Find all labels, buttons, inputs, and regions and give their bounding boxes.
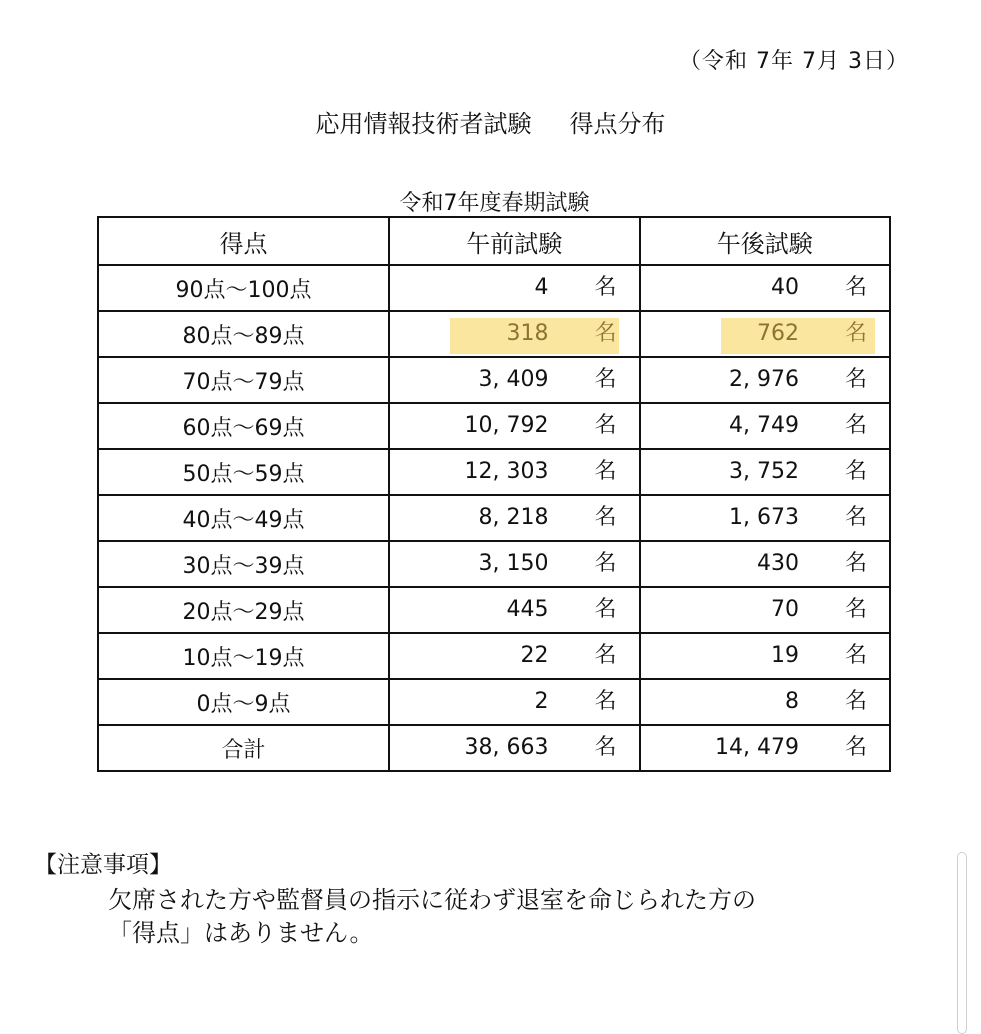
afternoon-count-cell — [640, 403, 891, 449]
count-unit: 名 — [844, 367, 867, 392]
notes-line-2: 「得点」はありません。 — [108, 919, 374, 947]
count-unit: 名 — [594, 735, 617, 760]
score-range-cell: 10点～19点 — [98, 633, 389, 679]
table-row — [98, 311, 890, 357]
afternoon-count-cell — [640, 449, 891, 495]
score-range-cell: 60点～69点 — [98, 403, 389, 449]
vertical-scrollbar[interactable] — [957, 852, 967, 1034]
morning-count-cell — [389, 679, 640, 725]
morning-count-cell — [389, 633, 640, 679]
afternoon-count-cell — [640, 679, 891, 725]
morning-count: 3, 150 — [478, 551, 549, 576]
morning-count: 38, 663 — [464, 735, 549, 760]
afternoon-count: 70 — [771, 597, 799, 622]
score-range-cell: 80点～89点 — [98, 311, 389, 357]
morning-count-cell — [389, 725, 640, 771]
count-unit: 名 — [594, 367, 617, 392]
morning-count-cell — [389, 495, 640, 541]
notes-body — [108, 884, 756, 950]
morning-count-cell — [389, 357, 640, 403]
morning-count: 3, 409 — [478, 367, 549, 392]
afternoon-count-cell — [640, 541, 891, 587]
afternoon-count: 1, 673 — [729, 505, 799, 530]
score-range-cell: 40点～49点 — [98, 495, 389, 541]
morning-count: 12, 303 — [464, 459, 549, 484]
morning-count-cell — [389, 541, 640, 587]
score-range-cell: 0点～9点 — [98, 679, 389, 725]
count-unit: 名 — [844, 321, 867, 346]
afternoon-count-cell — [640, 311, 891, 357]
score-range-cell: 合計 — [98, 725, 389, 771]
count-unit: 名 — [844, 643, 867, 668]
document-title — [0, 104, 981, 139]
count-unit: 名 — [844, 459, 867, 484]
title-distribution: 得点分布 — [569, 110, 666, 138]
afternoon-count: 430 — [757, 551, 799, 576]
document-date: （令和 7年 7月 3日） — [679, 49, 909, 74]
morning-count-cell — [389, 311, 640, 357]
afternoon-count-cell — [640, 495, 891, 541]
count-unit: 名 — [594, 551, 617, 576]
morning-count: 318 — [506, 321, 549, 346]
morning-count: 445 — [506, 597, 549, 622]
afternoon-count: 8 — [785, 689, 799, 714]
afternoon-count: 40 — [771, 275, 799, 300]
afternoon-count: 3, 752 — [729, 459, 799, 484]
afternoon-count-cell — [640, 633, 891, 679]
count-unit: 名 — [844, 505, 867, 530]
column-header-morning: 午前試験 — [389, 217, 640, 265]
morning-count-cell — [389, 449, 640, 495]
afternoon-count-cell — [640, 587, 891, 633]
morning-count-cell — [389, 587, 640, 633]
afternoon-count-cell — [640, 357, 891, 403]
title-exam-name: 応用情報技術者試験 — [315, 110, 532, 138]
count-unit: 名 — [594, 643, 617, 668]
count-unit: 名 — [594, 597, 617, 622]
afternoon-count: 762 — [757, 321, 799, 346]
table-row — [98, 449, 890, 495]
table-row — [98, 403, 890, 449]
afternoon-count: 2, 976 — [729, 367, 799, 392]
morning-count-cell — [389, 403, 640, 449]
table-row — [98, 725, 890, 771]
count-unit: 名 — [594, 505, 617, 530]
afternoon-count-cell — [640, 725, 891, 771]
score-range-cell: 90点～100点 — [98, 265, 389, 311]
morning-count-cell — [389, 265, 640, 311]
afternoon-count: 19 — [771, 643, 799, 668]
afternoon-count: 4, 749 — [729, 413, 799, 438]
score-range-cell: 20点～29点 — [98, 587, 389, 633]
morning-count: 2 — [534, 689, 549, 714]
morning-count: 10, 792 — [464, 413, 549, 438]
table-header-row — [98, 217, 890, 265]
table-row — [98, 587, 890, 633]
table-row — [98, 633, 890, 679]
score-range-cell: 50点～59点 — [98, 449, 389, 495]
count-unit: 名 — [844, 413, 867, 438]
score-distribution-table — [97, 216, 891, 772]
morning-count: 8, 218 — [478, 505, 549, 530]
exam-session-title: 令和7年度春期試験 — [399, 191, 590, 216]
count-unit: 名 — [594, 689, 617, 714]
column-header-afternoon: 午後試験 — [640, 217, 891, 265]
column-header-score: 得点 — [98, 217, 389, 265]
count-unit: 名 — [594, 275, 617, 300]
afternoon-count: 14, 479 — [715, 735, 799, 760]
table-row — [98, 495, 890, 541]
count-unit: 名 — [844, 275, 867, 300]
table-row — [98, 265, 890, 311]
table-row — [98, 357, 890, 403]
morning-count: 22 — [520, 643, 549, 668]
count-unit: 名 — [844, 689, 867, 714]
table-row — [98, 541, 890, 587]
count-unit: 名 — [844, 597, 867, 622]
count-unit: 名 — [844, 551, 867, 576]
score-range-cell: 30点～39点 — [98, 541, 389, 587]
count-unit: 名 — [594, 321, 617, 346]
afternoon-count-cell — [640, 265, 891, 311]
count-unit: 名 — [594, 459, 617, 484]
morning-count: 4 — [534, 275, 549, 300]
notes-line-1: 欠席された方や監督員の指示に従わず退室を命じられた方の — [108, 886, 756, 914]
table-row — [98, 679, 890, 725]
count-unit: 名 — [594, 413, 617, 438]
count-unit: 名 — [844, 735, 867, 760]
score-range-cell: 70点～79点 — [98, 357, 389, 403]
notes-heading: 【注意事項】 — [34, 852, 172, 878]
